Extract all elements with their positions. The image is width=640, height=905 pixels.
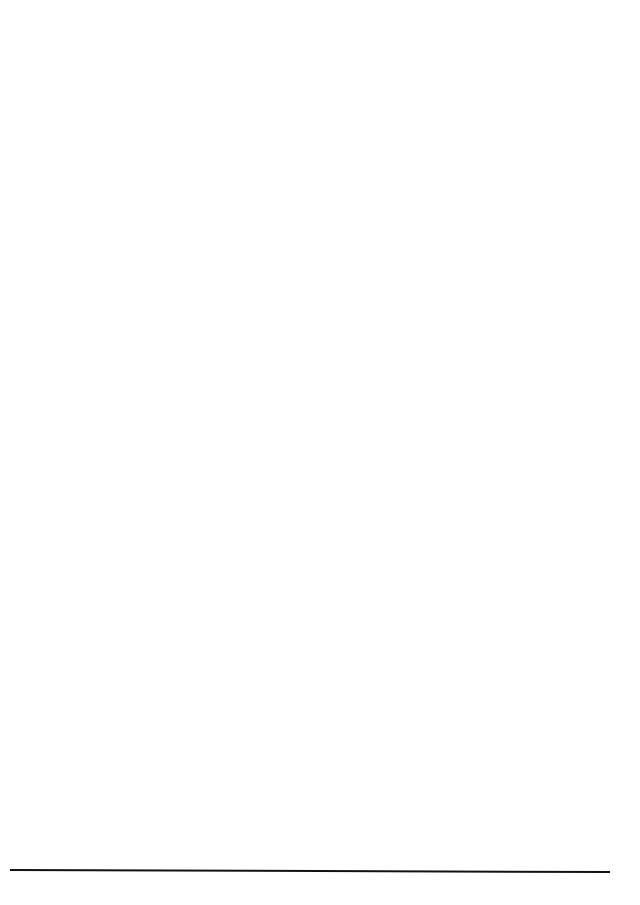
scan-border-line <box>10 869 610 873</box>
